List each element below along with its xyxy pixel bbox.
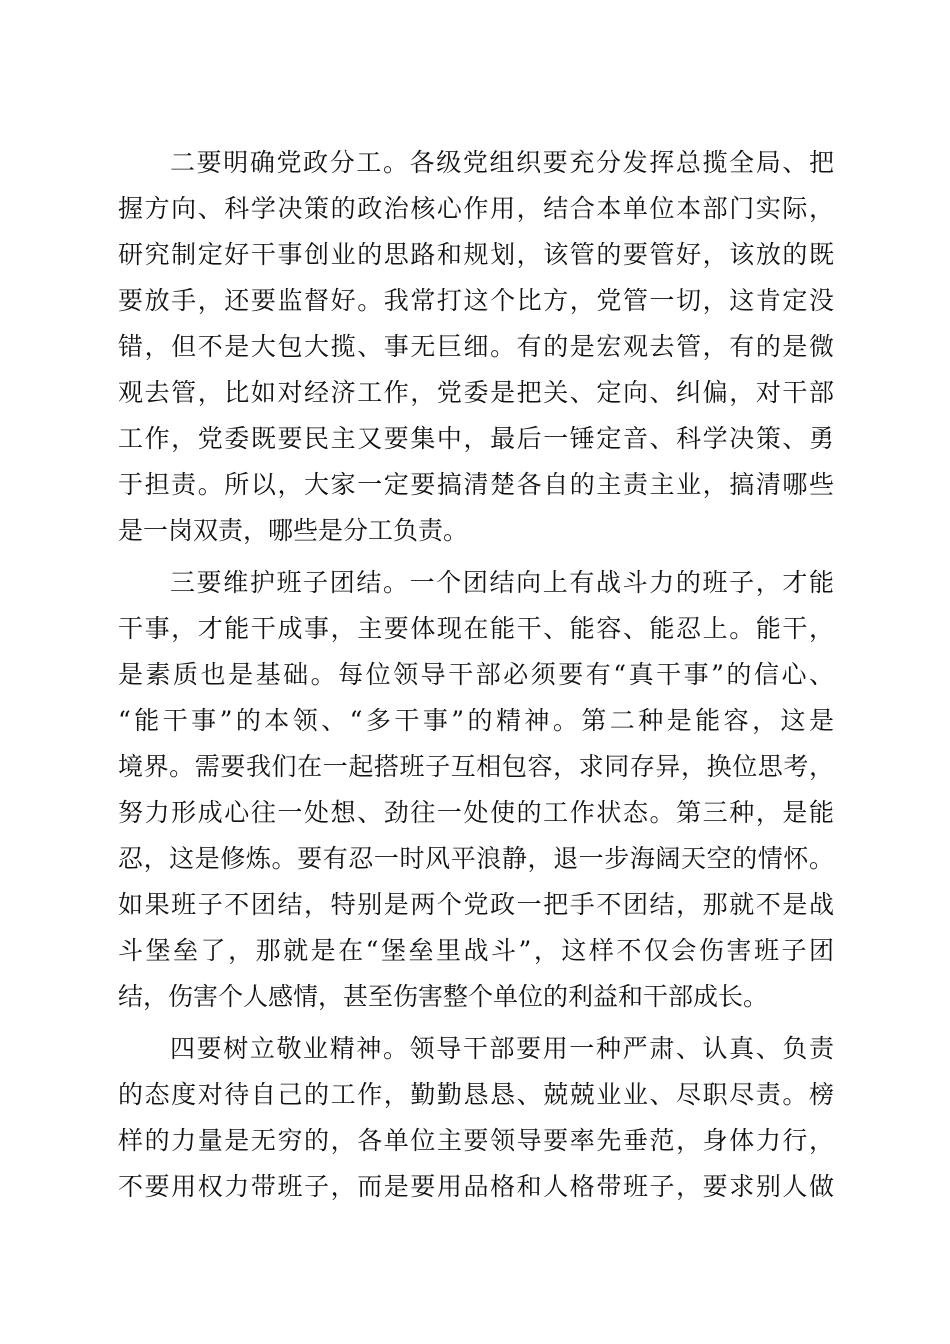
paragraph-line: 观去管，比如对经济工作，党委是把关、定向、纠偏，对干部: [118, 378, 834, 407]
paragraph-line: “能干事”的本领、“多干事”的精神。第二种是能容，这是: [118, 706, 834, 735]
paragraph-line: 握方向、科学决策的政治核心作用，结合本单位本部门实际，: [118, 194, 834, 223]
paragraph-line: 努力形成心往一处想、劲往一处使的工作状态。第三种，是能: [118, 798, 834, 827]
paragraph-line: 斗堡垒了，那就是在“堡垒里战斗”，这样不仅会伤害班子团: [118, 936, 834, 965]
paragraph-line: 如果班子不团结，特别是两个党政一把手不团结，那就不是战: [118, 890, 834, 919]
paragraph-line: 境界。需要我们在一起搭班子互相包容，求同存异，换位思考，: [118, 752, 834, 781]
paragraph-line: 不要用权力带班子，而是要用品格和人格带班子，要求别人做: [118, 1172, 834, 1201]
paragraph-line: 研究制定好干事创业的思路和规划，该管的要管好，该放的既: [118, 240, 834, 269]
paragraph-team-unity: [118, 560, 834, 1020]
paragraph-dedication: [118, 1026, 834, 1210]
paragraph-line: 是素质也是基础。每位领导干部必须要有“真干事”的信心、: [118, 660, 834, 689]
paragraph-line: 三要维护班子团结。一个团结向上有战斗力的班子，才能: [170, 568, 834, 597]
paragraph-line: 于担责。所以，大家一定要搞清楚各自的主责主业，搞清哪些: [118, 470, 834, 499]
paragraph-line: 要放手，还要监督好。我常打这个比方，党管一切，这肯定没: [118, 286, 834, 315]
paragraph-line: 工作，党委既要民主又要集中，最后一锤定音、科学决策、勇: [118, 424, 834, 453]
paragraph-line: 忍，这是修炼。要有忍一时风平浪静，退一步海阔天空的情怀。: [118, 844, 834, 873]
paragraph-line: 是一岗双责，哪些是分工负责。: [118, 516, 469, 545]
paragraph-clarify-division: [118, 140, 834, 554]
paragraph-line: 结，伤害个人感情，甚至伤害整个单位的利益和干部成长。: [118, 982, 769, 1011]
paragraph-line: 的态度对待自己的工作，勤勤恳恳、兢兢业业、尽职尽责。榜: [118, 1080, 834, 1109]
paragraph-line: 样的力量是无穷的，各单位主要领导要率先垂范，身体力行，: [118, 1126, 834, 1155]
paragraph-line: 四要树立敬业精神。领导干部要用一种严肃、认真、负责: [170, 1034, 834, 1063]
document-body: [118, 140, 834, 1210]
paragraph-line: 错，但不是大包大揽、事无巨细。有的是宏观去管，有的是微: [118, 332, 834, 361]
paragraph-line: 干事，才能干成事，主要体现在能干、能容、能忍上。能干，: [118, 614, 834, 643]
paragraph-line: 二要明确党政分工。各级党组织要充分发挥总揽全局、把: [170, 148, 834, 177]
